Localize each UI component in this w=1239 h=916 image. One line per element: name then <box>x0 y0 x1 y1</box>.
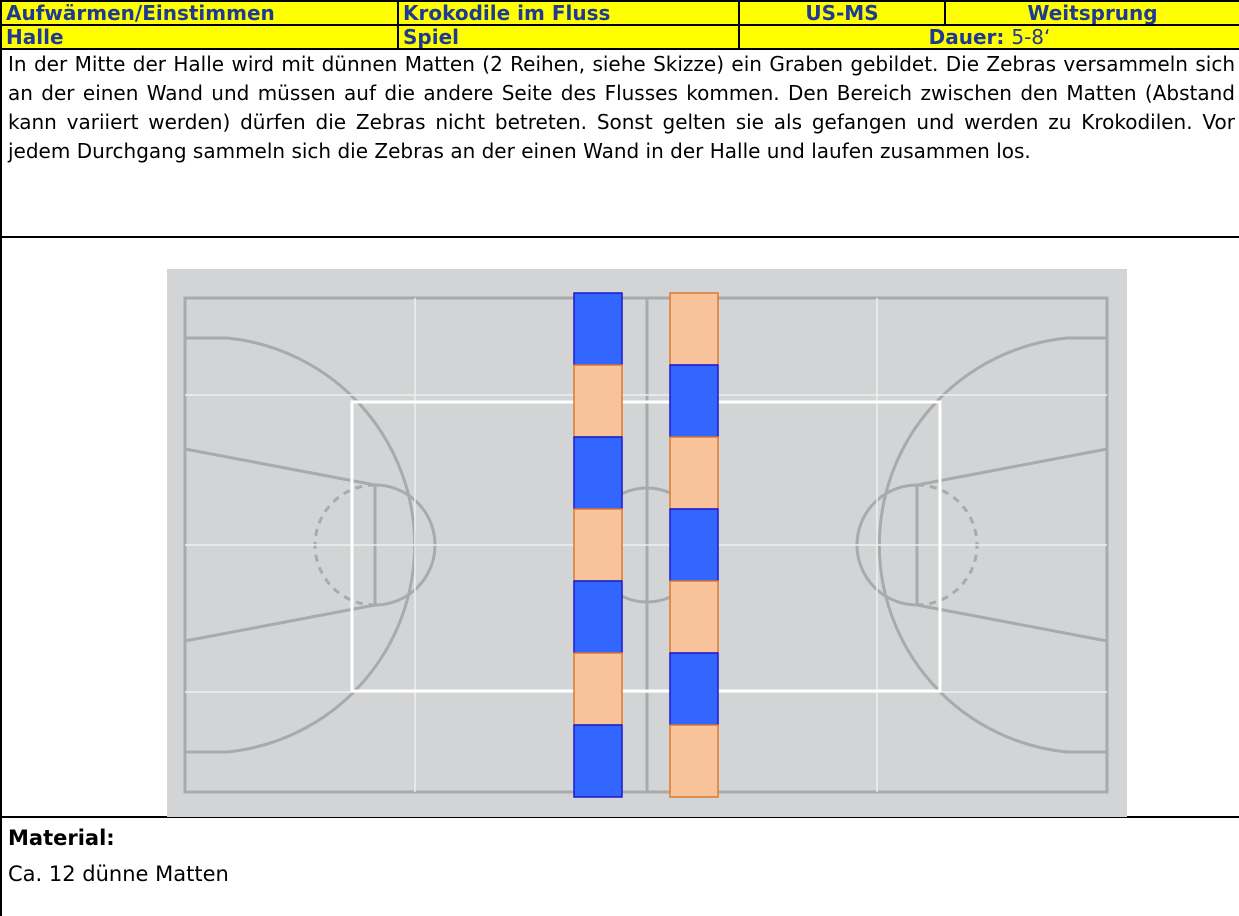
duration-value: 5-8‘ <box>1011 25 1051 49</box>
mat-right-2 <box>670 365 718 437</box>
mat-right-6 <box>670 653 718 725</box>
material-label: Material: <box>8 826 115 850</box>
duration-cell <box>739 25 1239 49</box>
court-sketch <box>167 269 1127 817</box>
mat-right-4 <box>670 509 718 581</box>
header-row-2 <box>1 25 1239 49</box>
header-table <box>0 0 1239 50</box>
header-row-1 <box>1 1 1239 25</box>
mat-left-2 <box>574 365 622 437</box>
material-item: Ca. 12 dünne Matten <box>8 862 229 886</box>
location-cell: Halle <box>1 25 398 49</box>
mat-right-5 <box>670 581 718 653</box>
mat-left-7 <box>574 725 622 797</box>
mat-right-1 <box>670 293 718 365</box>
mat-left-3 <box>574 437 622 509</box>
mat-left-5 <box>574 581 622 653</box>
mat-left-6 <box>574 653 622 725</box>
title-cell: Krokodile im Fluss <box>398 1 739 25</box>
mat-left-4 <box>574 509 622 581</box>
activity-sheet <box>0 0 1239 50</box>
mat-left-1 <box>574 293 622 365</box>
mat-right-7 <box>670 725 718 797</box>
discipline-cell: Weitsprung <box>945 1 1239 25</box>
duration-label: Dauer: <box>928 25 1005 49</box>
category-cell: Aufwärmen/Einstimmen <box>1 1 398 25</box>
type-cell: Spiel <box>398 25 739 49</box>
mat-right-3 <box>670 437 718 509</box>
level-cell: US-MS <box>739 1 945 25</box>
description-text: In der Mitte der Halle wird mit dünnen Matten (2 Reihen, siehe Skizze) ein Graben gebildet. Die Zebras versammeln sich an der einen Wand und müssen auf die andere Seite des Flusses kommen. Den Bereich zwischen den Matten (Abstand kann variiert werden) dürfen die Zebras nicht betreten. Sonst gelten sie als gefangen und werden zu Krokodilen. Vor jedem Durchgang sammeln sich die Zebras an der einen Wand in der Halle und laufen zusammen los. <box>8 52 1235 163</box>
